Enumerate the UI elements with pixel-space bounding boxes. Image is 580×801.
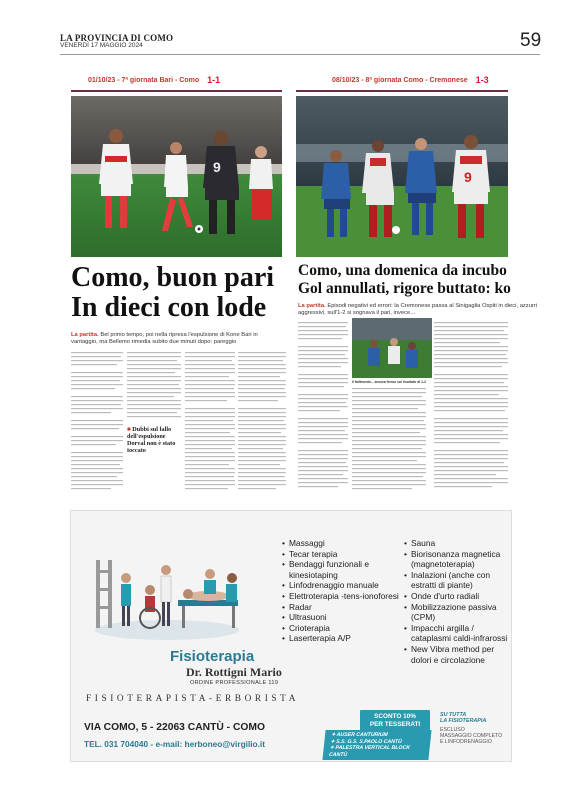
su-tutta-line2: LA FISIOTERAPIA bbox=[440, 718, 487, 725]
right-kicker: La partita. bbox=[298, 303, 326, 309]
service-item: • Ultrasuoni bbox=[282, 612, 327, 623]
match-bar-rule bbox=[71, 90, 282, 92]
service-item: • Bendaggi funzionali e kinesiotaping bbox=[282, 559, 370, 580]
services-list-right bbox=[404, 538, 508, 665]
right-headline-line1: Como, una domenica da incubo bbox=[298, 262, 507, 279]
escluso-line2: MASSAGGIO COMPLETO bbox=[440, 733, 503, 740]
escluso-label bbox=[440, 727, 502, 746]
issue-date: VENERDÌ 17 MAGGIO 2024 bbox=[60, 42, 143, 49]
match-bar-bari-como bbox=[88, 73, 220, 87]
service-item: • Elettroterapia -tens-ionoforesi bbox=[282, 590, 399, 601]
left-standfirst bbox=[71, 332, 286, 346]
left-kicker: La partita. bbox=[71, 332, 99, 338]
brand-name: Dr. Rottigni Mario bbox=[186, 665, 282, 679]
right-article-column-3 bbox=[434, 322, 508, 502]
escluso-line1: ESCLUSO bbox=[440, 727, 465, 733]
left-article-column-1 bbox=[71, 352, 123, 502]
left-headline-line2: In dieci con lode bbox=[71, 292, 267, 323]
goal-photo-caption: Il fallimento... ancora fermo sul risultato di 1-2 bbox=[352, 380, 427, 384]
right-article-column-1 bbox=[298, 322, 348, 502]
header-rule bbox=[60, 54, 540, 55]
service-item: • Radar bbox=[282, 601, 312, 612]
pull-quote bbox=[127, 426, 181, 454]
therapy-illustration bbox=[92, 530, 242, 642]
service-item: • Laserterapia A/P bbox=[282, 633, 351, 644]
service-item: • Onde d'urto radiali bbox=[404, 590, 480, 601]
svg-text:9: 9 bbox=[464, 169, 472, 185]
services-list-left bbox=[282, 538, 412, 644]
right-headline bbox=[298, 262, 548, 298]
service-item: • Sauna bbox=[404, 538, 436, 548]
service-item: • Biorisonanza magnetica (magnetoterapia) bbox=[404, 548, 501, 570]
left-headline-line1: Como, buon pari bbox=[71, 262, 275, 293]
pull-quote-text: Dubbi sul fallo dell'espulsione Dorval non è stato toccato bbox=[127, 426, 176, 454]
discount-line2: PER TESSERATI bbox=[369, 721, 421, 728]
service-item: • Impacchi argilla / cataplasmi caldi-infrarossi bbox=[404, 622, 508, 644]
left-article-column-2 bbox=[127, 352, 181, 422]
right-article-column-2 bbox=[352, 388, 426, 502]
match-score: 1-1 bbox=[207, 75, 221, 85]
left-standfirst-text: Bel primo tempo, poi nella ripresa l'espulsione di Kone Bari in vantaggio, ma Bellemo rimedia subito due minuti dopo: pareggio bbox=[71, 332, 258, 345]
service-item: • Inalazioni (anche con estratti di piante) bbox=[404, 569, 491, 591]
service-item: • New Vibra method per dolori e circolazione bbox=[404, 643, 495, 665]
masthead: LA PROVINCIA DI COMO bbox=[60, 33, 174, 43]
discount-line1: SCONTO 10% bbox=[374, 713, 416, 720]
match-photo-como-cremonese bbox=[296, 96, 508, 257]
sponsor-item: ✦ S.S. G.S. S.PAOLO CANTÙ bbox=[330, 738, 403, 745]
match-label: 01/10/23 - 7ª giornata Bari - Como bbox=[88, 76, 200, 84]
brand-order: ORDINE PROFESSIONALE 119 bbox=[190, 680, 279, 686]
right-standfirst-text: Episodi negativi ed errori: la Cremonese passa al Sinigaglia Ospiti in dieci, azzurri aggressivi, sull'1-2 si sognava il pari, invece... bbox=[298, 303, 538, 316]
left-article-column-4 bbox=[238, 352, 286, 502]
match-bar-como-cremonese bbox=[332, 73, 489, 87]
sponsor-item: ✦ AUSER CANTURIUM bbox=[330, 732, 388, 738]
brand-title: Fisioterapia bbox=[170, 648, 255, 665]
right-headline-line2: Gol annullati, rigore buttato: ko bbox=[298, 280, 511, 297]
service-item: • Linfodrenaggio manuale bbox=[282, 580, 379, 591]
service-item: • Mobilizzazione passiva (CPM) bbox=[404, 601, 497, 623]
svg-text:9: 9 bbox=[213, 159, 221, 175]
quote-mark-icon: ■ bbox=[127, 426, 131, 433]
escluso-line3: E LINFODRENAGGIO bbox=[440, 739, 492, 746]
brand-tagline: FISIOTERAPISTA-ERBORISTA bbox=[86, 694, 300, 704]
service-item: • Crioterapia bbox=[282, 622, 330, 633]
service-item: • Massaggi bbox=[282, 538, 325, 548]
match-label: 08/10/23 - 8ª giornata Como - Cremonese bbox=[332, 76, 468, 84]
left-headline bbox=[71, 263, 286, 323]
su-tutta-label bbox=[440, 712, 486, 725]
ad-address: VIA COMO, 5 - 22063 CANTÙ - COMO bbox=[84, 722, 265, 733]
sponsor-item: ✦ PALESTRA VERTICAL BLOCK CANTÙ bbox=[328, 745, 411, 758]
sponsor-list bbox=[322, 730, 431, 760]
page-number: 59 bbox=[520, 30, 542, 51]
goal-photo bbox=[352, 318, 432, 378]
right-standfirst bbox=[298, 303, 548, 317]
discount-badge bbox=[360, 710, 430, 732]
match-bar-rule bbox=[296, 90, 508, 92]
su-tutta-line1: SU TUTTA bbox=[440, 712, 467, 718]
left-article-column-3 bbox=[185, 352, 235, 502]
match-photo-bari-como bbox=[71, 96, 282, 257]
ad-phone-email: TEL. 031 704040 - e-mail: herboneo@virgilio.it bbox=[84, 739, 265, 749]
service-item: • Tecar terapia bbox=[282, 548, 338, 559]
match-score: 1-3 bbox=[475, 75, 489, 85]
